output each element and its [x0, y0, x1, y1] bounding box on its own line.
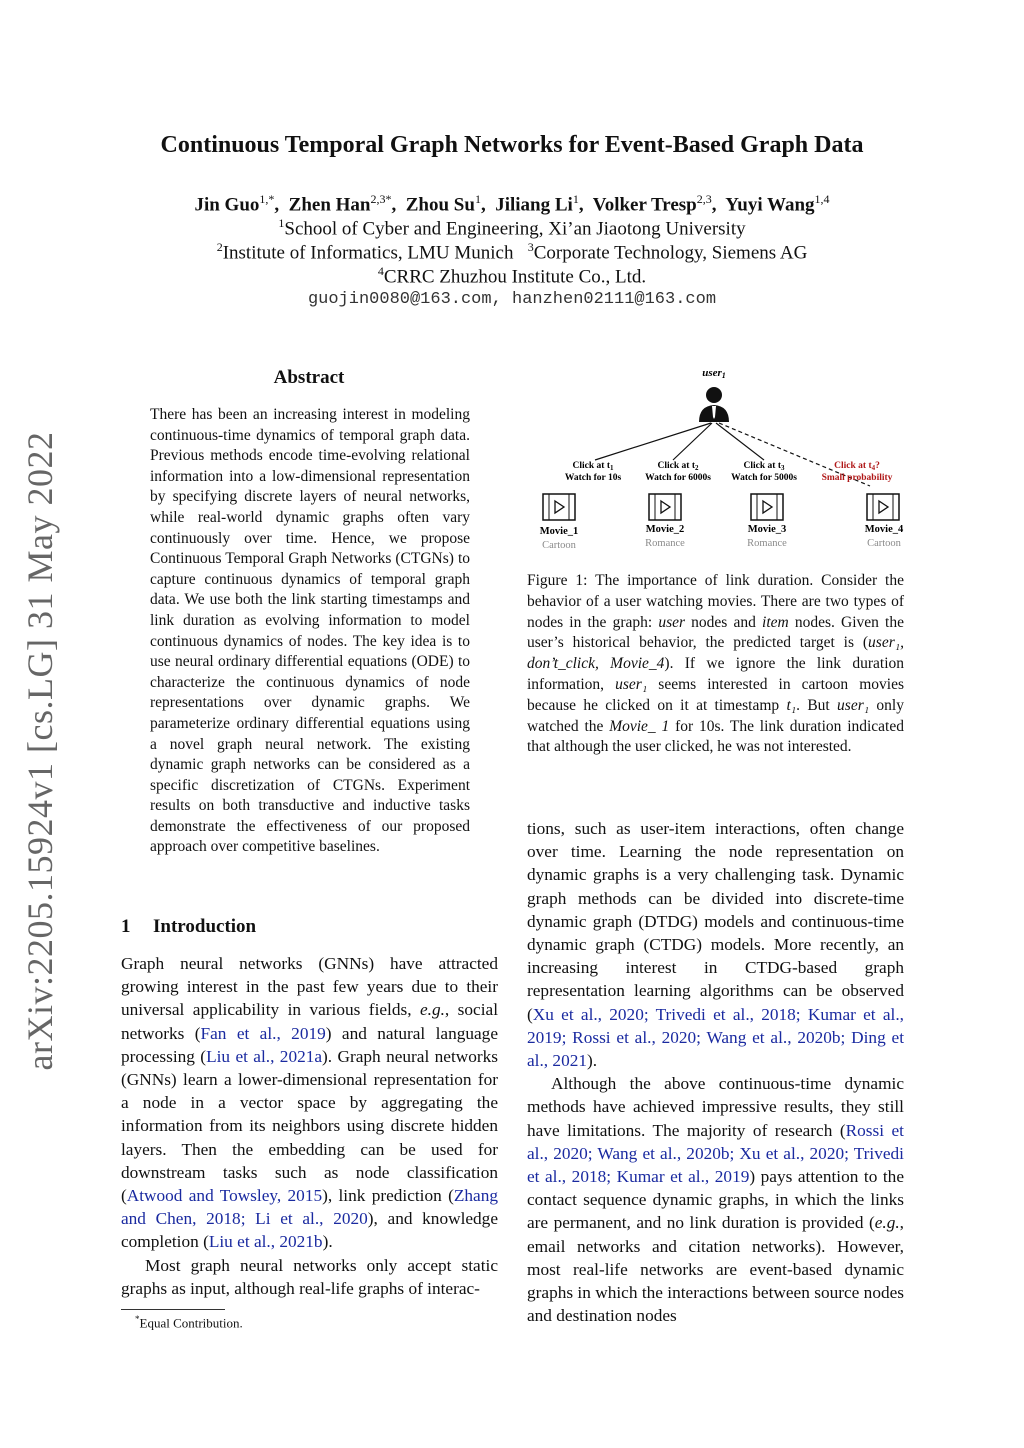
- text-span: Figure 1: The importance of link duration. Consider the behavior of a user watching movies. There are two types of nodes in the graph:: [527, 572, 904, 631]
- abstract-heading: Abstract: [273, 367, 345, 388]
- movie-2-icon: [649, 494, 681, 520]
- movie-1-genre: Cartoon: [542, 540, 576, 551]
- author-mark: 2,3: [696, 192, 712, 206]
- paragraph: Most graph neural networks only accept static graphs as input, although real-life graphs of interac-: [121, 1255, 498, 1298]
- affiliation-text: Institute of Informatics, LMU Munich: [222, 242, 514, 264]
- text-span: ).: [587, 1051, 598, 1071]
- movie-2-label: Movie_2: [645, 524, 685, 535]
- text-span: ). If we ignore the link duration information,: [527, 655, 905, 693]
- affiliation-text: CRRC Zhuzhou Institute Co., Ltd.: [383, 266, 647, 288]
- text-span: ). Graph neural networks (GNNs) learn a lower-dimensional representation for a node in a vector space by aggregating the information from its neighbors using discrete hidden layers. Then the embedding can be used for downstream tasks such as node classification (: [121, 1046, 498, 1206]
- text-span: ) pays attention to the contact sequence dynamic graphs, in which the links are permanent, and no link duration is provided (: [527, 1167, 904, 1233]
- movie-2-genre: Romance: [645, 538, 685, 549]
- math-span: t₁: [786, 696, 797, 714]
- text-span: , email networks and citation networks). However, most real-life networks are event-based dynamic graphs in which the interactions between source nodes and destination nodes: [527, 1213, 904, 1326]
- math-span: user₁: [837, 696, 870, 714]
- author-emails: guojin0080@163.com, hanzhen02111@163.com: [307, 290, 717, 309]
- citation-link[interactable]: Atwood and Towsley, 2015: [126, 1186, 323, 1206]
- edge-movie-1: [595, 423, 711, 460]
- footnote-text: Equal Contribution.: [139, 1315, 243, 1331]
- paper-title: Continuous Temporal Graph Networks for Event-Based Graph Data: [160, 132, 864, 158]
- section-number: 1: [121, 916, 131, 937]
- edge-label-click: Click at $t_3$: [743, 461, 785, 472]
- text-span: ).: [322, 1232, 333, 1252]
- citation-link[interactable]: Liu et al., 2021a: [206, 1046, 323, 1066]
- edge-label-watch: Watch for 10s: [564, 473, 622, 483]
- left-column-body: [121, 952, 498, 1300]
- citation-link[interactable]: Zhang and Chen, 2018; Li et al., 2020: [121, 1186, 498, 1229]
- text-span: nodes and: [685, 613, 763, 631]
- affiliation-2-3: [0, 240, 1024, 264]
- footnote-mark: *: [135, 1314, 140, 1324]
- text-span: , social networks (: [121, 1000, 498, 1043]
- author-mark: 1: [572, 192, 579, 206]
- movie-4-icon: [867, 494, 899, 520]
- movie-3-icon: [751, 494, 783, 520]
- paragraph: [121, 952, 498, 1254]
- text-span: e.g.: [419, 1000, 445, 1020]
- edge-movie-3: [716, 423, 764, 460]
- edge-label-watch: Watch for 6000s: [645, 473, 711, 483]
- author-name: Jin Guo: [194, 194, 260, 216]
- user-icon: [699, 387, 729, 422]
- section-heading-introduction: [121, 916, 256, 938]
- math-span: user₁, don’t_click, Movie_4: [527, 634, 904, 673]
- section-title: Introduction: [153, 916, 257, 937]
- author-mark: 1,4: [814, 192, 830, 206]
- text-span: Graph neural networks (GNNs) have attracted growing interest in the past few years due to their universal applicability in various fields,: [121, 954, 498, 1020]
- text-span: nodes. Given the user’s historical behavior, the predicted target is (: [527, 613, 904, 652]
- affiliation-4: [0, 264, 1024, 288]
- affiliation-text: Corporate Technology, Siemens AG: [533, 242, 808, 264]
- arxiv-stamp: arXiv:2205.15924v1 [cs.LG] 31 May 2022: [20, 431, 60, 1071]
- figure-1-caption: [527, 571, 904, 758]
- citation-link[interactable]: Xu et al., 2020; Trivedi et al., 2018; Kumar et al., 2019; Rossi et al., 2020; Wang et al., 2020b; Ding et al., 2021: [527, 1004, 904, 1071]
- math-span: user₁: [615, 675, 648, 693]
- math-span: Movie_ 1: [609, 717, 670, 735]
- edge-label-click-predicted: Click at $t_4$?: [834, 461, 880, 472]
- movie-3-genre: Romance: [747, 538, 787, 549]
- text-span: ), and knowledge completion (: [121, 1209, 498, 1252]
- affiliation-mark: 3: [527, 240, 534, 254]
- text-span: Although the above continuous-time dynamic methods have achieved impressive results, they still have limitations. The majority of research (: [527, 1074, 904, 1140]
- movie-3-label: Movie_3: [747, 524, 787, 535]
- figure-1-diagram: [527, 362, 907, 557]
- movie-1-icon: [543, 494, 575, 520]
- affiliation-mark: 1: [278, 216, 285, 230]
- author-name: Zhou Su: [405, 194, 475, 216]
- edge-label-click: Click at $t_2$: [657, 461, 699, 472]
- citation-link[interactable]: Fan et al., 2019: [200, 1023, 326, 1043]
- citation-link[interactable]: Rossi et al., 2020; Wang et al., 2020b; Xu et al., 2020; Trivedi et al., 2018; Kumar et al., 2019: [527, 1120, 904, 1187]
- text-span: . But: [796, 696, 838, 714]
- movie-4-genre: Cartoon: [867, 538, 901, 549]
- edge-label-watch: Watch for 5000s: [731, 473, 797, 483]
- text-span: tions, such as user-item interactions, often change over time. Learning the node representation on dynamic graphs is a very challenging task. Dynamic graph methods can be divided into discrete-time dynamic graph (DTDG) models and continuous-time dynamic graph (CTDG) models. More recently, an increasing interest in CTDG-based graph representation learning algorithms can be observed (: [527, 819, 904, 1024]
- author-mark: 1: [474, 192, 481, 206]
- text-span: ) and natural language processing (: [121, 1023, 498, 1066]
- author-mark: 1,*: [259, 192, 275, 206]
- author-name: Volker Tresp: [592, 194, 697, 216]
- author-name: Yuyi Wang: [725, 194, 815, 216]
- math-span: user: [658, 613, 686, 631]
- abstract-text: There has been an increasing interest in modeling continuous-time dynamics of temporal graph data. Previous methods encode time-evolving relational information into a low-dimensional representation by specifying discrete layers of neural networks, while real-world dynamic graphs often vary continuously over time. Hence, we propose Continuous Temporal Graph Networks (CTGNs) to capture continuous dynamics of temporal graph data. We use both the link starting timestamps and link duration as evolving information to model continuous dynamics of nodes. The key idea is to use neural ordinary differential equations (ODE) to characterize the continuous dynamics of node representations over dynamic graphs. We parameterize ordinary differential equations using a novel graph neural network. The existing dynamic graph networks can be considered as a specific discretization of CTGNs. Experiment results on both transductive and inductive tasks demonstrate the effectiveness of our proposed approach over competitive baselines.: [150, 406, 470, 856]
- right-column-body: [527, 817, 904, 1327]
- footnote: [135, 1314, 243, 1331]
- affiliation-text: School of Cyber and Engineering, Xi’an Jiaotong University: [284, 218, 746, 240]
- text-span: only watched the: [527, 696, 904, 735]
- edge-label-click: Click at $t_1$: [572, 461, 614, 472]
- author-mark: 2,3*: [370, 192, 392, 206]
- author-name: Jiliang Li: [495, 194, 573, 216]
- author-list: Jin Guo$^{1,*}$, Zhen Han$^{2,3*}$, Zhou Su$^1$, Jiliang Li$^1$, Volker Tresp$^{2,3}$, Yuyi Wang$^{1,4}$: [194, 192, 830, 216]
- paragraph: [527, 817, 904, 1072]
- affiliation-mark: 2: [216, 240, 223, 254]
- paragraph: [527, 1072, 904, 1327]
- user-node-label: user1: [702, 367, 726, 380]
- affiliation-mark: 4: [377, 264, 384, 278]
- affiliation-1: [0, 216, 1024, 240]
- math-span: item: [762, 613, 789, 631]
- text-span: e.g.: [874, 1213, 900, 1233]
- movie-4-label: Movie_4: [864, 524, 904, 535]
- text-span: seems interested in cartoon movies because he clicked on it at timestamp: [527, 675, 904, 714]
- text-span: for 10s. The link duration indicated that although the user clicked, he was not interested.: [527, 717, 904, 756]
- text-span: ), link prediction (: [322, 1186, 454, 1206]
- edge-label-probability: Small probability: [821, 473, 893, 483]
- citation-link[interactable]: Liu et al., 2021b: [208, 1232, 323, 1252]
- footnote-rule: [121, 1309, 225, 1310]
- author-name: Zhen Han: [288, 194, 371, 216]
- movie-1-label: Movie_1: [539, 526, 579, 537]
